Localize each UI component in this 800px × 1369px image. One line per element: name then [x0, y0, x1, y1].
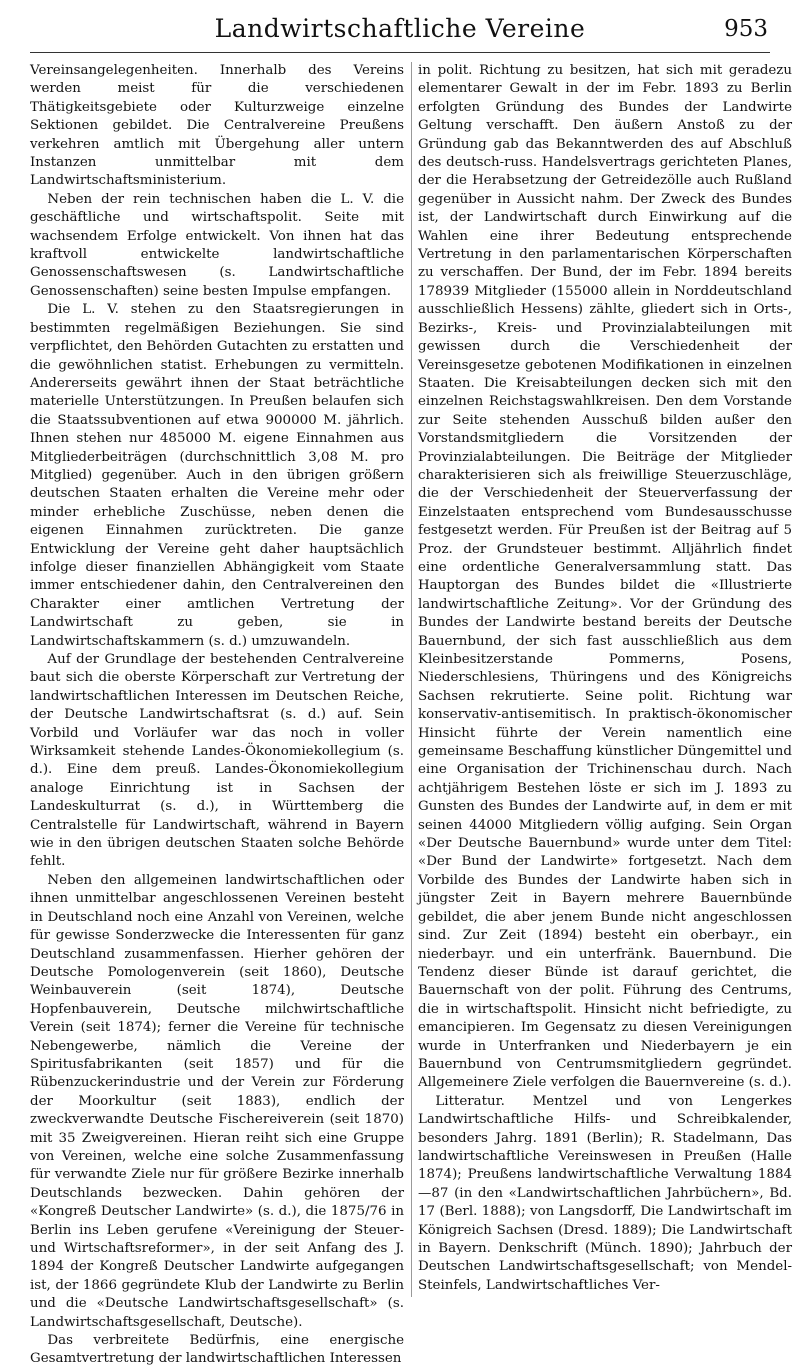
column-divider	[411, 62, 412, 1297]
left-column	[30, 62, 404, 1367]
paragraph: Das verbreitete Bedürfnis, eine energische Gesamtvertretung der landwirtschaftlichen Interessen	[30, 1333, 404, 1367]
paragraph: Vereinsangelegenheiten. Innerhalb des Vereins werden meist für die verschiedenen Thätigkeitsgebiete oder Kulturzweige einzelne Sektionen gebildet. Die Centralvereine Preußens verkehren amtlich mit Übergehung aller untern Instanzen unmittelbar mit dem Landwirtschaftsministerium.	[30, 63, 404, 189]
literature-paragraph: Litteratur. Mentzel und von Lengerkes Landwirtschaftliche Hilfs- und Schreibkalender, besonders Jahrg. 1891 (Berlin); R. Stadelmann, Das landwirtschaftliche Vereinswesen in Preußen (Halle 1874); Preußens landwirtschaftliche Verwaltung 1884—87 (in den «Landwirtschaftlichen Jahrbüchern», Bd. 17 (Berl. 1888); von Langsdorff, Die Landwirtschaft im Königreich Sachsen (Dresd. 1889); Die Landwirtschaft in Bayern. Denkschrift (Münch. 1890); Jahrbuch der Deutschen Landwirtschaftsgesellschaft; von Mendel-Steinfels, Landwirtschaftliches Ver-	[418, 1093, 792, 1293]
header-rule	[30, 52, 770, 53]
paragraph: Die L. V. stehen zu den Staatsregierungen in bestimmten regelmäßigen Beziehungen. Sie sind verpflichtet, den Behörden Gutachten zu erstatten und die gewöhnlichen statist. Erhebungen zu vermitteln. Andererseits gewährt ihnen der Staat beträchtliche materielle Unterstützungen. In Preußen belaufen sich die Staatssubventionen auf etwa 900000 M. jährlich. Ihnen stehen nur 485000 M. eigene Einnahmen aus Mitgliederbeiträgen (durchschnittlich 3,08 M. pro Mitglied) gegenüber. Auch in den übrigen größern deutschen Staaten erhalten die Vereine mehr oder minder erhebliche Zuschüsse, neben denen die eigenen Einnahmen zurücktreten. Die ganze Entwicklung der Vereine geht daher hauptsächlich infolge dieser finanziellen Abhängigkeit vom Staate immer entschiedener dahin, den Centralvereinen den Charakter einer amtlichen Vertretung der Landwirtschaft zu geben, sie in Landwirtschaftskammern (s. d.) umzuwandeln.	[30, 302, 404, 649]
paragraph: Auf der Grundlage der bestehenden Centralvereine baut sich die oberste Körperschaft zur Vertretung der landwirtschaftlichen Interessen im Deutschen Reiche, der Deutsche Landwirtschaftsrat (s. d.) auf. Sein Vorbild und Vorläufer war das noch in voller Wirksamkeit stehende Landes-Ökonomiekollegium (s. d.). Eine dem preuß. Landes-Ökonomiekollegium analoge Einrichtung ist in Sachsen der Landeskulturrat (s. d.), in Württemberg die Centralstelle für Landwirtschaft, während in Bayern wie in den übrigen deutschen Staaten solche Behörde fehlt.	[30, 652, 404, 870]
paragraph: in polit. Richtung zu besitzen, hat sich mit geradezu elementarer Gewalt in der im Febr. 1893 zu Berlin erfolgten Gründung des Bundes der Landwirte Geltung verschafft. Den äußern Anstoß zu der Gründung gab das Bekanntwerden des auf Abschluß des deutsch-russ. Handelsvertrags gerichteten Planes, der die Herabsetzung der Getreidezölle auch Rußland gegenüber in Aussicht nahm. Der Zweck des Bundes ist, der Landwirtschaft durch Einwirkung auf die Wahlen eine ihrer Bedeutung entsprechende Vertretung in den parlamentarischen Körperschaften zu verschaffen. Der Bund, der im Febr. 1894 bereits 178939 Mitglieder (155000 allein in Norddeutschland ausschließlich Hessens) zählte, gliedert sich in Orts-, Bezirks-, Kreis- und Provinzialabteilungen mit gewissen durch die Verschiedenheit der Vereinsgesetze gebotenen Modifikationen in einzelnen Staaten. Die Kreisabteilungen decken sich mit den einzelnen Reichstagswahlkreisen. Den dem Vorstande zur Seite stehenden Ausschuß bilden außer den Vorstandsmitgliedern die Vorsitzenden der Provinzialabteilungen. Die Beiträge der Mitglieder charakterisieren sich als freiwillige Steuerzuschläge, die der Verschiedenheit der Steuerverfassung der Einzelstaaten entsprechend vom Bundesausschusse festgesetzt werden. Für Preußen ist der Beitrag auf 5 Proz. der Grundsteuer bestimmt. Alljährlich findet eine ordentliche Generalversammlung statt. Das Hauptorgan des Bundes bildet die «Illustrierte landwirtschaftliche Zeitung». Vor der Gründung des Bundes der Landwirte bestand bereits der Deutsche Bauernbund, der sich fast ausschließlich aus dem Kleinbesitzerstande Pommerns, Posens, Niederschlesiens, Thüringens und des Königreichs Sachsen rekrutierte. Seine polit. Richtung war konservativ-antisemitisch. In praktisch-ökonomischer Hinsicht führte der Verein namentlich eine gemeinsame Beschaffung künstlicher Düngemittel und eine Organisation der Trichinenschau durch. Nach achtjährigem Bestehen löste er sich im J. 1893 zu Gunsten des Bundes der Landwirte auf, in dem er mit seinen 44000 Mitgliedern völlig aufging. Sein Organ «Der Deutsche Bauernbund» wurde unter dem Titel: «Der Bund der Landwirte» fortgesetzt. Nach dem Vorbilde des Bundes der Landwirte haben sich in jüngster Zeit in Bayern mehrere Bauernbünde gebildet, die aber jenem Bunde nicht angeschlossen sind. Zur Zeit (1894) besteht ein oberbayr., ein niederbayr. und ein unterfränk. Bauernbund. Die Tendenz dieser Bünde ist darauf gerichtet, die Bauernschaft von der polit. Führung des Centrums, die in wirtschaftspolit. Hinsicht nicht befriedigte, zu emancipieren. Im Gegensatz zu diesen Vereinigungen wurde in Unterfranken und Niederbayern je ein Bauernbund von Centrumsmitgliedern gegründet. Allgemeinere Ziele verfolgen die Bauernvereine (s. d.).	[418, 63, 792, 1091]
paragraph: Neben den allgemeinen landwirtschaftlichen oder ihnen unmittelbar angeschlossenen Vereinen besteht in Deutschland noch eine Anzahl von Vereinen, welche für gewisse Sonderzwecke die Interessenten für ganz Deutschland zusammenfassen. Hierher gehören der Deutsche Pomologenverein (seit 1860), Deutsche Weinbauverein (seit 1874), Deutsche Hopfenbauverein, Deutsche milchwirtschaftliche Verein (seit 1874); ferner die Vereine für technische Nebengewerbe, nämlich die Vereine der Spiritusfabrikanten (seit 1857) und für die Rübenzuckerindustrie und der Verein zur Förderung der Moorkultur (seit 1883), endlich der zweckverwandte Deutsche Fischereiverein (seit 1870) mit 35 Zweigvereinen. Hieran reiht sich eine Gruppe von Vereinen, welche eine solche Zusammenfassung für verwandte Ziele nur für größere Bezirke innerhalb Deutschlands bezwecken. Dahin gehören der «Kongreß Deutscher Landwirte» (s. d.), die 1875/76 in Berlin ins Leben gerufene «Vereinigung der Steuer- und Wirtschaftsreformer», in der seit Anfang des J. 1894 der Kongreß Deutscher Landwirte aufgegangen ist, der 1866 gegründete Klub der Landwirte zu Berlin und die «Deutsche Landwirtschaftsgesellschaft» (s. Landwirtschaftsgesellschaft, Deutsche).	[30, 872, 404, 1330]
text-columns	[30, 62, 792, 1367]
page-number: 953	[724, 16, 768, 42]
right-column	[418, 62, 792, 1297]
page-header	[30, 8, 770, 48]
paragraph: Neben der rein technischen haben die L. V. die geschäftliche und wirtschaftspolit. Seite mit wachsendem Erfolge entwickelt. Von ihnen hat das kraftvoll entwickelte landwirtschaftliche Genossenschaftswesen (s. Landwirtschaftliche Genossenschaften) seine besten Impulse empfangen.	[30, 191, 404, 299]
running-title: Landwirtschaftliche Vereine	[214, 14, 586, 43]
